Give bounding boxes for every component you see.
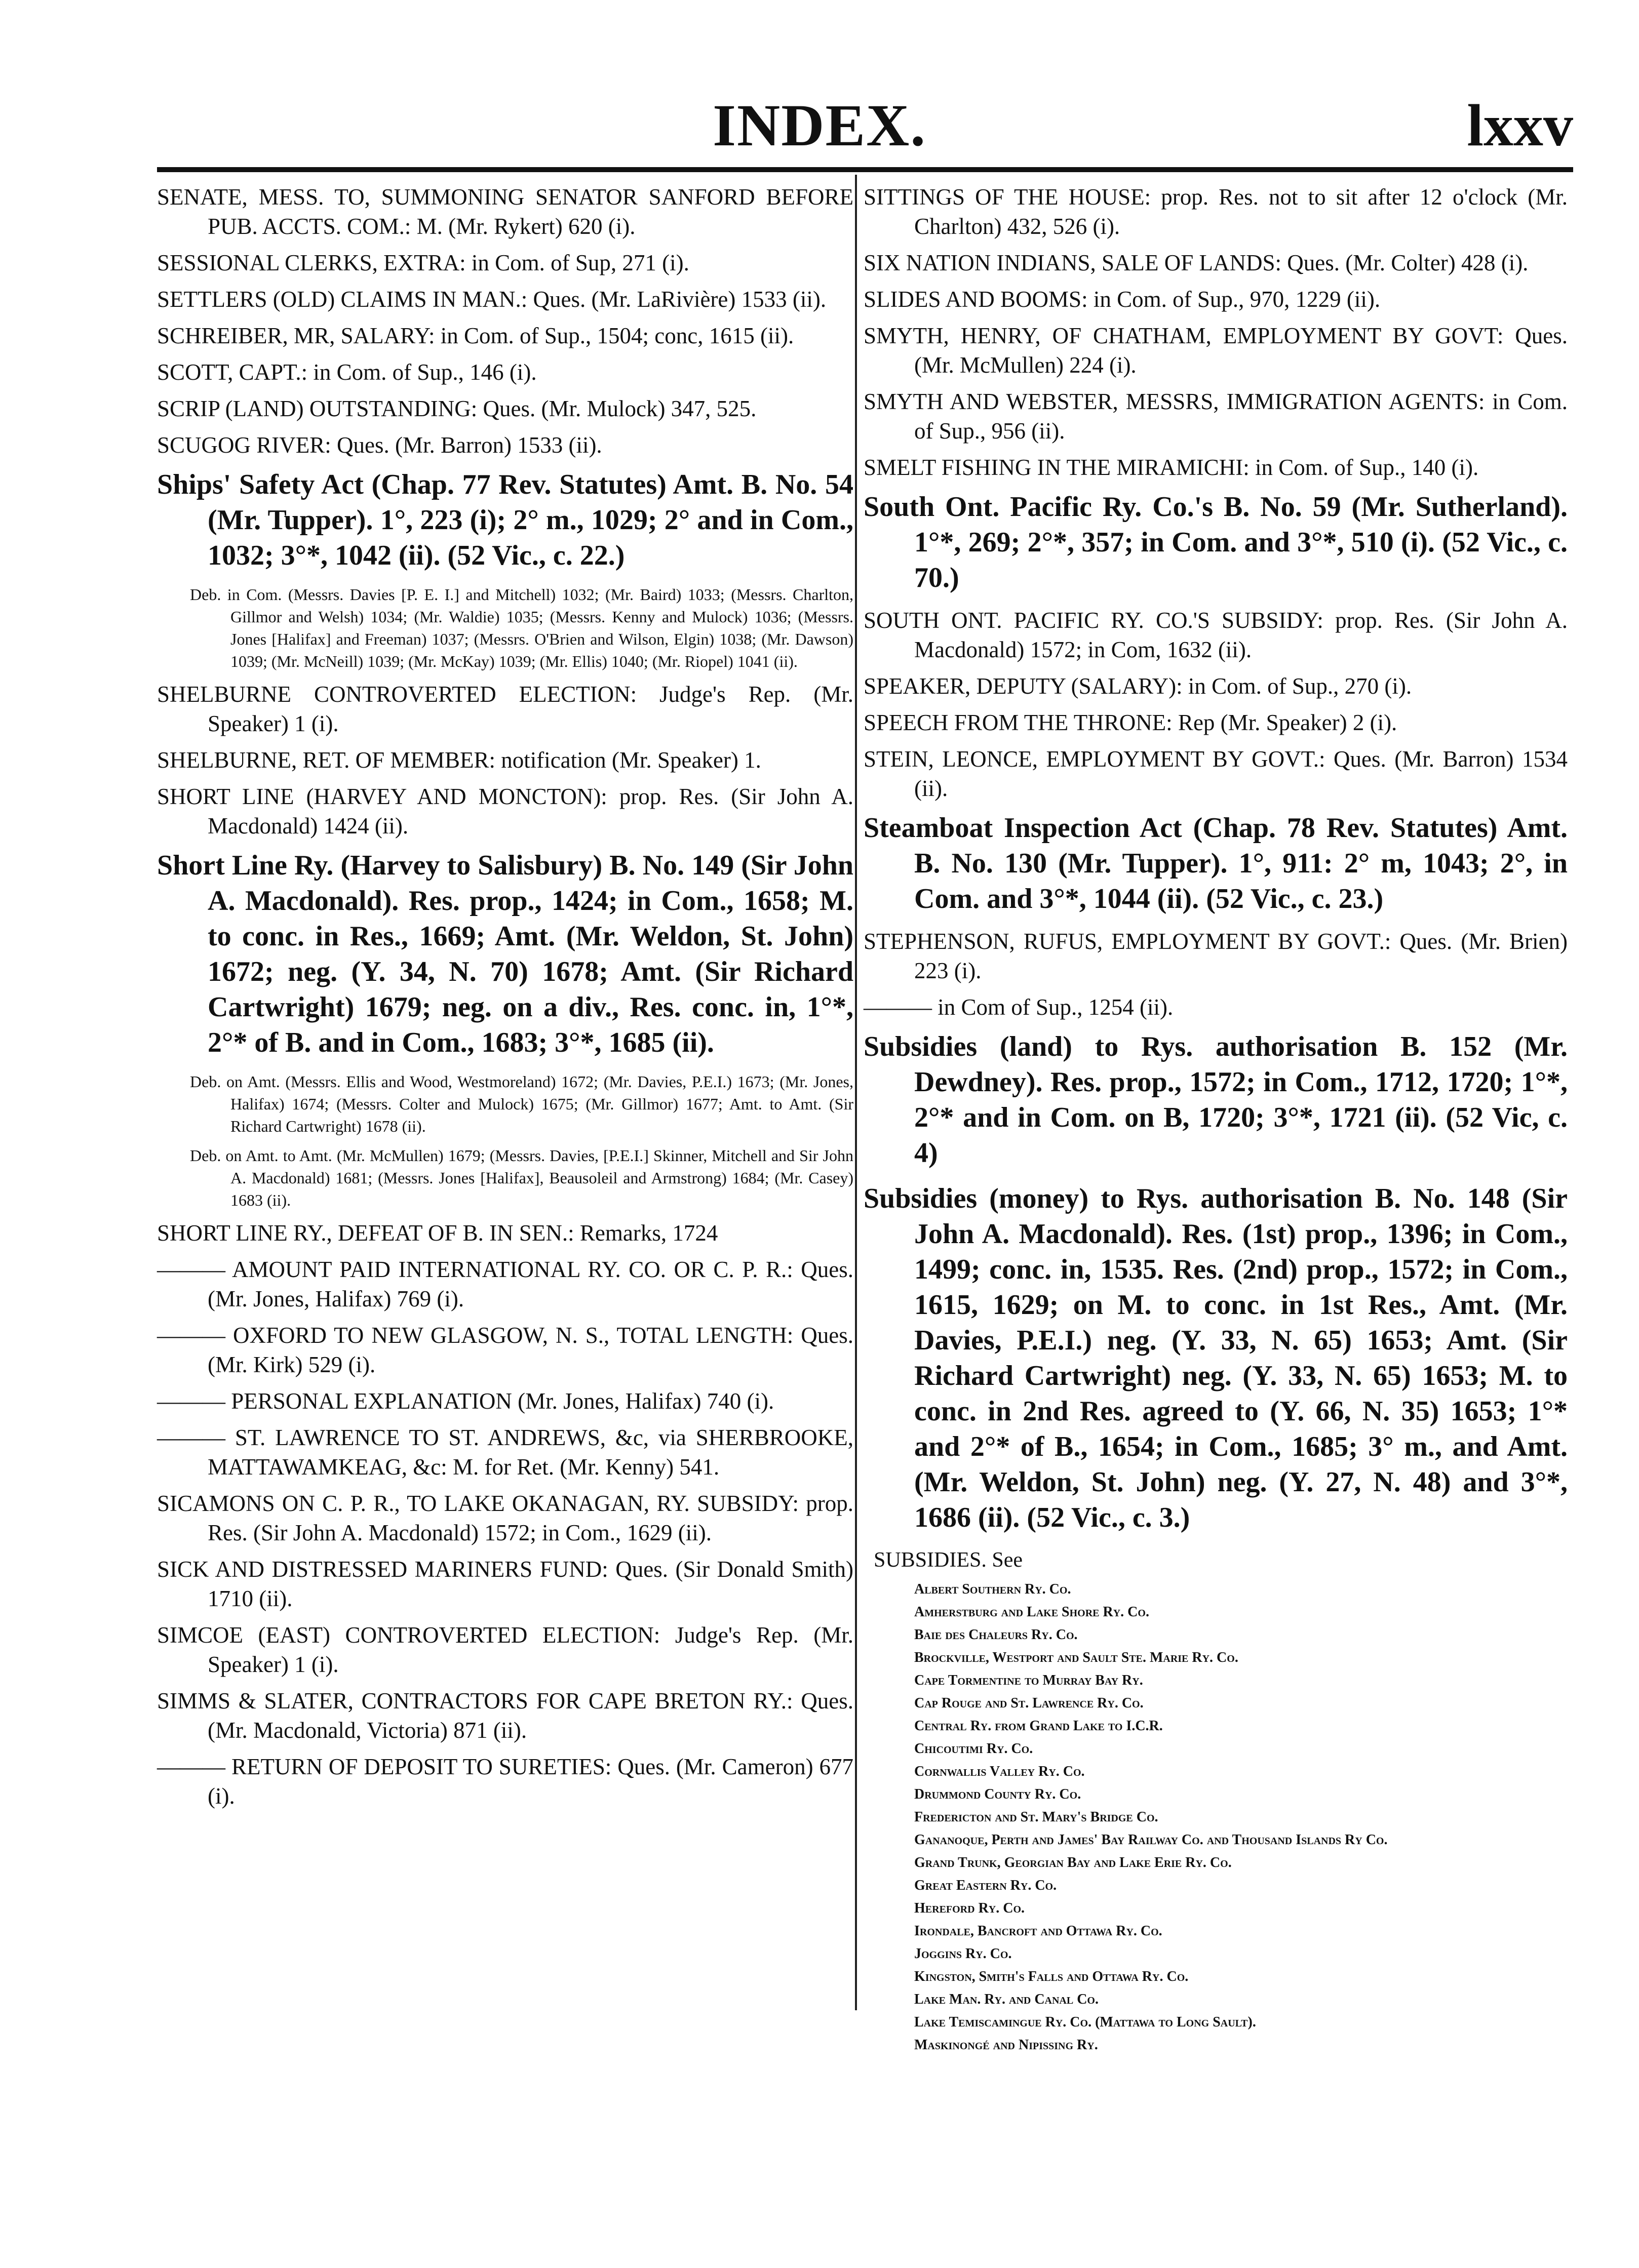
index-entry: SMELT FISHING IN THE MIRAMICHI: in Com. of Sup., 140 (i).	[864, 455, 1479, 480]
index-entry: STEIN, LEONCE, EMPLOYMENT BY GOVT.: Ques. (Mr. Barron) 1534 (ii).	[864, 746, 1568, 801]
subsidy-item: Fredericton and St. Mary's Bridge Co.	[914, 1809, 1158, 1825]
index-entry: SLIDES AND BOOMS: in Com. of Sup., 970, 1229 (ii).	[864, 287, 1381, 312]
index-entry: SETTLERS (OLD) CLAIMS IN MAN.: Ques. (Mr. LaRivière) 1533 (ii).	[157, 287, 827, 312]
subsidy-item: Lake Man. Ry. and Canal Co.	[914, 1992, 1099, 2007]
index-entry: SIMMS & SLATER, CONTRACTORS FOR CAPE BRETON RY.: Ques. (Mr. Macdonald, Victoria) 871 (ii).	[157, 1688, 853, 1743]
subsidy-item: Great Eastern Ry. Co.	[914, 1878, 1057, 1893]
subsidy-item: Albert Southern Ry. Co.	[914, 1581, 1071, 1597]
subsidy-item: Irondale, Bancroft and Ottawa Ry. Co.	[914, 1923, 1162, 1939]
index-entry: SIX NATION INDIANS, SALE OF LANDS: Ques. (Mr. Colter) 428 (i).	[864, 250, 1529, 275]
subsidy-item: Central Ry. from Grand Lake to I.C.R.	[914, 1718, 1163, 1734]
right-column	[864, 182, 1568, 2056]
subsidy-item: Drummond County Ry. Co.	[914, 1786, 1081, 1802]
left-column	[157, 182, 853, 1818]
subsidy-item: Baie des Chaleurs Ry. Co.	[914, 1627, 1078, 1643]
index-entry: Ships' Safety Act (Chap. 77 Rev. Statutes) Amt. B. No. 54 (Mr. Tupper). 1°, 223 (i); 2° m., 1029; 2° and in Com., 1032; 3°*, 1042 (ii). (52 Vic., c. 22.)	[157, 469, 853, 571]
subsidy-item: Joggins Ry. Co.	[914, 1946, 1012, 1962]
page-title: INDEX.	[713, 92, 926, 158]
index-entry: SHORT LINE RY., DEFEAT OF B. IN SEN.: Remarks, 1724	[157, 1220, 718, 1246]
subsidies-heading: SUBSIDIES. See	[874, 1548, 1023, 1572]
index-entry: SHELBURNE, RET. OF MEMBER: notification (Mr. Speaker) 1.	[157, 747, 761, 773]
subsidy-item: Cornwallis Valley Ry. Co.	[914, 1764, 1085, 1779]
page-number: lxxv	[1467, 92, 1573, 158]
subsidy-item: Kingston, Smith's Falls and Ottawa Ry. Co.	[914, 1969, 1189, 1984]
index-entry: ——— ST. LAWRENCE TO ST. ANDREWS, &c, via SHERBROOKE, MATTAWAMKEAG, &c: M. for Ret. (Mr. Kenny) 541.	[157, 1425, 853, 1480]
index-entry: SICK AND DISTRESSED MARINERS FUND: Ques. (Sir Donald Smith) 1710 (ii).	[157, 1557, 853, 1611]
index-entry: SIMCOE (EAST) CONTROVERTED ELECTION: Judge's Rep. (Mr. Speaker) 1 (i).	[157, 1622, 853, 1677]
index-entry: ——— OXFORD TO NEW GLASGOW, N. S., TOTAL LENGTH: Ques. (Mr. Kirk) 529 (i).	[157, 1323, 853, 1377]
index-entry: SESSIONAL CLERKS, EXTRA: in Com. of Sup, 271 (i).	[157, 250, 689, 275]
subsidies-list	[864, 1578, 1568, 2056]
index-entry: SICAMONS ON C. P. R., TO LAKE OKANAGAN, RY. SUBSIDY: prop. Res. (Sir John A. Macdonald) 1572; in Com., 1629 (ii).	[157, 1491, 853, 1545]
index-entry: ——— AMOUNT PAID INTERNATIONAL RY. CO. OR C. P. R.: Ques. (Mr. Jones, Halifax) 769 (i).	[157, 1257, 853, 1311]
subsidy-item: Amherstburg and Lake Shore Ry. Co.	[914, 1604, 1149, 1620]
index-entry: SHORT LINE (HARVEY AND MONCTON): prop. Res. (Sir John A. Macdonald) 1424 (ii).	[157, 784, 853, 839]
index-entry: SCHREIBER, MR, SALARY: in Com. of Sup., 1504; conc, 1615 (ii).	[157, 323, 794, 348]
index-entry: Subsidies (land) to Rys. authorisation B. 152 (Mr. Dewdney). Res. prop., 1572; in Com., 1712, 1720; 1°*, 2°* and in Com. on B, 1720; 3°*, 1721 (ii). (52 Vic, c. 4)	[864, 1031, 1568, 1169]
index-entry: Steamboat Inspection Act (Chap. 78 Rev. Statutes) Amt. B. No. 130 (Mr. Tupper). 1°, 911: 2° m, 1043; 2°, in Com. and 3°*, 1044 (ii). (52 Vic., c. 23.)	[864, 812, 1568, 914]
subsidy-item: Maskinongé and Nipissing Ry.	[914, 2037, 1098, 2053]
index-entry: ——— RETURN OF DEPOSIT TO SURETIES: Ques. (Mr. Cameron) 677 (i).	[157, 1754, 853, 1809]
index-entry: Short Line Ry. (Harvey to Salisbury) B. No. 149 (Sir John A. Macdonald). Res. prop., 1424; in Com., 1658; M. to conc. in Res., 1669; Amt. (Mr. Weldon, St. John) 1672; neg. (Y. 34, N. 70) 1678; Amt. (Sir Richard Cartwright) 1679; neg. on a div., Res. conc. in, 1°*, 2°* of B. and in Com., 1683; 3°*, 1685 (ii).	[157, 850, 853, 1058]
debate-note: Deb. in Com. (Messrs. Davies [P. E. I.] and Mitchell) 1032; (Mr. Baird) 1033; (Messrs. Charlton, Gillmor and Welsh) 1034; (Mr. Waldie) 1035; (Messrs. Kenny and Mulock) 1036; (Messrs. Jones [Halifax] and Freeman) 1037; (Messrs. O'Brien and Wilson, Elgin) 1038; (Mr. Dawson) 1039; (Mr. McNeill) 1039; (Mr. McKay) 1039; (Mr. Ellis) 1040; (Mr. Riopel) 1041 (ii).	[190, 585, 853, 670]
index-entry: SPEECH FROM THE THRONE: Rep (Mr. Speaker) 2 (i).	[864, 710, 1397, 735]
subsidy-item: Gananoque, Perth and James' Bay Railway Co. and Thousand Islands Ry Co.	[914, 1832, 1388, 1848]
index-entry: Subsidies (money) to Rys. authorisation B. No. 148 (Sir John A. Macdonald). Res. (1st) prop., 1396; in Com., 1499; conc. in, 1535. Res. (2nd) prop., 1572; in Com., 1615, 1629; on M. to conc. in 1st Res., Amt. (Mr. Davies, P.E.I.) neg. (Y. 33, N. 65) 1653; Amt. (Sir Richard Cartwright) neg. (Y. 33, N. 65) 1653; M. to conc. in 2nd Res. agreed to (Y. 66, N. 35) 1653; 1°* and 2°* of B., 1654; in Com., 1685; 3° m., and Amt. (Mr. Weldon, St. John) neg. (Y. 27, N. 48) and 3°*, 1686 (ii). (52 Vic., c. 3.)	[864, 1183, 1568, 1533]
index-entry: SOUTH ONT. PACIFIC RY. CO.'S SUBSIDY: prop. Res. (Sir John A. Macdonald) 1572; in Com, 1632 (ii).	[864, 608, 1568, 662]
index-entry: South Ont. Pacific Ry. Co.'s B. No. 59 (Mr. Sutherland). 1°*, 269; 2°*, 357; in Com. and 3°*, 510 (i). (52 Vic., c. 70.)	[864, 491, 1568, 593]
right-entries	[864, 182, 1568, 1535]
subsidy-item: Lake Temiscamingue Ry. Co. (Mattawa to Long Sault).	[914, 2014, 1256, 2030]
index-entry: SITTINGS OF THE HOUSE: prop. Res. not to sit after 12 o'clock (Mr. Charlton) 432, 526 (i).	[864, 184, 1568, 239]
index-entry: SHELBURNE CONTROVERTED ELECTION: Judge's Rep. (Mr. Speaker) 1 (i).	[157, 682, 853, 736]
subsidy-item: Cape Tormentine to Murray Bay Ry.	[914, 1673, 1143, 1688]
index-entry: SMYTH AND WEBSTER, MESSRS, IMMIGRATION AGENTS: in Com. of Sup., 956 (ii).	[864, 389, 1568, 444]
index-entry: SMYTH, HENRY, OF CHATHAM, EMPLOYMENT BY GOVT: Ques. (Mr. McMullen) 224 (i).	[864, 323, 1568, 378]
subsidy-item: Chicoutimi Ry. Co.	[914, 1741, 1033, 1757]
index-entry: SENATE, MESS. TO, SUMMONING SENATOR SANFORD BEFORE PUB. ACCTS. COM.: M. (Mr. Rykert) 620 (i).	[157, 184, 853, 239]
subsidy-item: Cap Rouge and St. Lawrence Ry. Co.	[914, 1695, 1144, 1711]
index-entry: SPEAKER, DEPUTY (SALARY): in Com. of Sup., 270 (i).	[864, 673, 1412, 699]
index-entry: ——— in Com of Sup., 1254 (ii).	[864, 994, 1174, 1020]
debate-note: Deb. on Amt. to Amt. (Mr. McMullen) 1679; (Messrs. Davies, [P.E.I.] Skinner, Mitchell and Sir John A. Macdonald) 1681; (Messrs. Jones [Halifax], Beausoleil and Armstrong) 1684; (Mr. Casey) 1683 (ii).	[190, 1146, 853, 1209]
column-divider	[855, 175, 857, 2010]
subsidy-item: Grand Trunk, Georgian Bay and Lake Erie Ry. Co.	[914, 1855, 1232, 1871]
subsidy-item: Hereford Ry. Co.	[914, 1900, 1025, 1916]
subsidy-item: Brockville, Westport and Sault Ste. Marie Ry. Co.	[914, 1650, 1238, 1665]
debate-note: Deb. on Amt. (Messrs. Ellis and Wood, Westmoreland) 1672; (Mr. Davies, P.E.I.) 1673; (Mr. Jones, Halifax) 1674; (Messrs. Colter and Mulock) 1675; (Mr. Gillmor) 1677; Amt. to Amt. (Sir Richard Cartwright) 1678 (ii).	[190, 1072, 853, 1135]
index-entry: SCUGOG RIVER: Ques. (Mr. Barron) 1533 (ii).	[157, 432, 602, 458]
index-entry: SCOTT, CAPT.: in Com. of Sup., 146 (i).	[157, 360, 537, 385]
index-entry: ——— PERSONAL EXPLANATION (Mr. Jones, Halifax) 740 (i).	[157, 1388, 774, 1414]
header-rule	[157, 167, 1573, 172]
index-entry: SCRIP (LAND) OUTSTANDING: Ques. (Mr. Mulock) 347, 525.	[157, 396, 757, 421]
index-entry: STEPHENSON, RUFUS, EMPLOYMENT BY GOVT.: Ques. (Mr. Brien) 223 (i).	[864, 929, 1568, 983]
